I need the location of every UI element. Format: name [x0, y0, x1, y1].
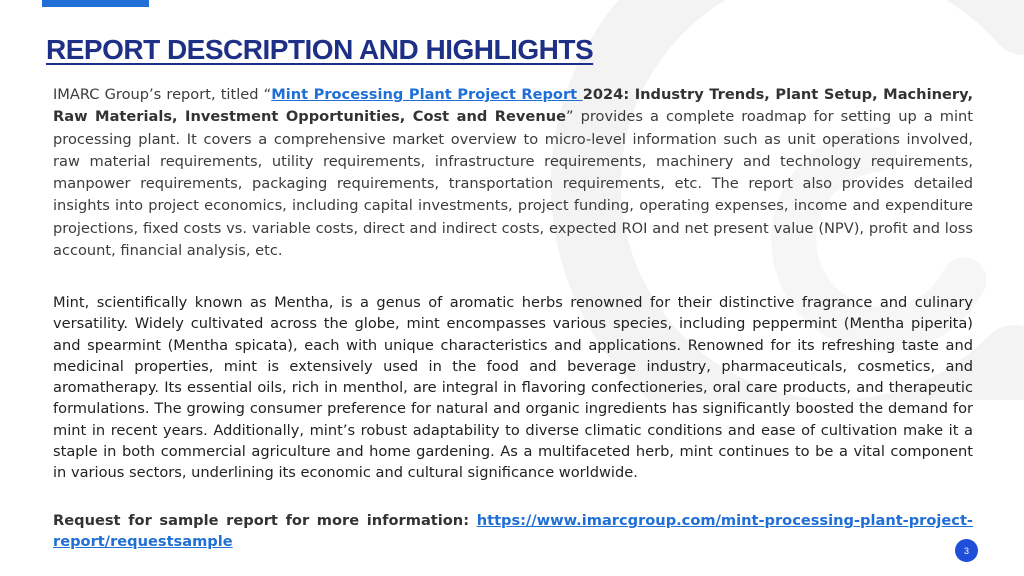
intro-prefix: IMARC Group’s report, titled “ [53, 86, 272, 103]
intro-body: ” provides a complete roadmap for setting up a mint processing plant. It covers a comprehensive market overview to micro-level information such as unit operations involved, raw material requirements, utility requirements, infrastructure requirements, machinery and technology requirements, manpower requirements, packaging requirements, transportation requirements, etc. The report also provides detailed insights into project economics, including capital investments, project funding, operating expenses, income and expenditure projections, fixed costs vs. variable costs, direct and indirect costs, expected ROI and net present value (NPV), profit and loss account, financial analysis, etc. [53, 108, 973, 260]
page-title: REPORT DESCRIPTION AND HIGHLIGHTS [46, 34, 594, 65]
intro-paragraph [53, 84, 973, 262]
mint-description-paragraph: Mint, scientifically known as Mentha, is a genus of aromatic herbs renowned for their distinctive fragrance and culinary versatility. Widely cultivated across the globe, mint encompasses various species, including peppermint (Mentha piperita) and spearmint (Mentha spicata), each with unique characteristics and applications. Renowned for its refreshing taste and medicinal properties, mint is extensively used in the food and beverage industry, pharmaceuticals, cosmetics, and aromatherapy. Its essential oils, rich in menthol, are integral in flavoring confectioneries, oral care products, and therapeutic formulations. The growing consumer preference for natural and organic ingredients has significantly boosted the demand for mint in recent years. Additionally, mint’s robust adaptability to diverse climatic conditions and ease of cultivation make it a staple in both commercial agriculture and home gardening. As a multifaceted herb, mint continues to be a vital component in various sectors, underlining its economic and cultural significance worldwide. [53, 294, 973, 482]
cta-label: Request for sample report for more information: [53, 512, 477, 529]
report-subtitle: 2024: Industry Trends, Plant Setup, Machinery, Raw Materials, Investment Opportunities, Cost and Revenue [53, 86, 973, 126]
page-number-badge: 3 [955, 539, 978, 562]
top-accent-bar [42, 0, 149, 7]
cta-paragraph [53, 510, 973, 553]
report-title-link[interactable]: Mint Processing Plant Project Report [271, 86, 583, 103]
sample-request-link[interactable]: https://www.imarcgroup.com/mint-processing-plant-project-report/requestsample [53, 512, 973, 551]
